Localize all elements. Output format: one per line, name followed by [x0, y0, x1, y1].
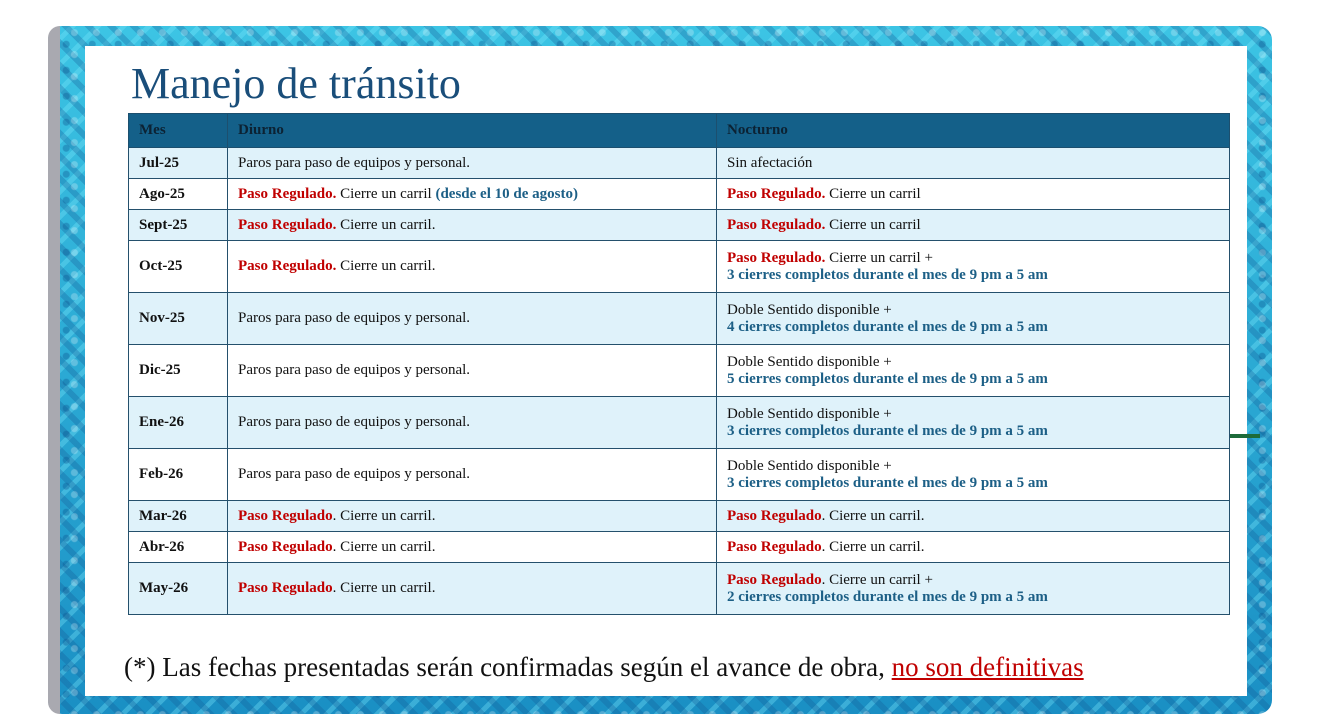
- cell-diurno: [228, 241, 717, 293]
- cell-mes: May-26: [129, 563, 228, 615]
- cell-text: . Cierre un carril.: [332, 507, 436, 524]
- cell-nocturno-line: [727, 217, 921, 233]
- cell-nocturno: [717, 532, 1230, 563]
- status-regulado: Paso Regulado: [238, 580, 333, 596]
- cell-text: . Cierre un carril.: [821, 507, 925, 524]
- cell-text: . Cierre un carril.: [332, 580, 436, 596]
- cell-text: Cierre un carril.: [336, 258, 436, 274]
- cell-diurno-line: [238, 217, 435, 233]
- cell-diurno-line: [238, 508, 435, 524]
- cell-text: Paros para paso de equipos y personal.: [238, 310, 471, 326]
- cell-diurno: [228, 210, 717, 241]
- cell-text: Paros para paso de equipos y personal.: [238, 466, 471, 482]
- cell-nocturno: [717, 449, 1230, 501]
- cell-diurno-line: [238, 539, 435, 555]
- status-regulado: Paso Regulado.: [238, 185, 337, 202]
- header-diurno: Diurno: [228, 114, 717, 148]
- cell-nocturno-line: [727, 406, 892, 422]
- cell-nocturno: [717, 210, 1230, 241]
- cell-diurno: [228, 449, 717, 501]
- cell-text: . Cierre un carril.: [821, 538, 925, 555]
- status-regulado: Paso Regulado.: [727, 185, 826, 202]
- footnote-link[interactable]: no son definitivas: [891, 652, 1084, 682]
- cell-nocturno-line: [727, 572, 933, 588]
- table-row: [129, 148, 1230, 179]
- cell-text: Cierre un carril +: [825, 249, 933, 266]
- cell-diurno-line: [238, 414, 470, 430]
- table-row: [129, 179, 1230, 210]
- cell-nocturno: [717, 563, 1230, 615]
- cell-mes: Jul-25: [129, 148, 228, 179]
- cell-mes: Abr-26: [129, 532, 228, 563]
- cell-note: 4 cierres completos durante el mes de 9 pm a 5 am: [727, 318, 1048, 335]
- cell-note: 2 cierres completos durante el mes de 9 pm a 5 am: [727, 588, 1048, 605]
- table-row: [129, 210, 1230, 241]
- table-row: [129, 563, 1230, 615]
- cell-diurno-line: [238, 310, 470, 326]
- cell-text: Sin afectación: [727, 154, 813, 171]
- cell-text: . Cierre un carril +: [821, 571, 933, 588]
- status-regulado: Paso Regulado: [238, 538, 333, 555]
- cell-nocturno-line: [727, 155, 812, 171]
- table-row: [129, 397, 1230, 449]
- cell-text: Doble Sentido disponible +: [727, 301, 892, 318]
- accent-mark: [1228, 434, 1260, 438]
- header-mes: Mes: [129, 114, 228, 148]
- footnote: [124, 654, 1084, 681]
- cell-nocturno-line: [727, 458, 892, 474]
- status-regulado: Paso Regulado.: [238, 258, 337, 274]
- table-row: [129, 532, 1230, 563]
- cell-mes: Dic-25: [129, 345, 228, 397]
- cell-nocturno-line: [727, 539, 924, 555]
- table-row: [129, 345, 1230, 397]
- status-regulado: Paso Regulado.: [238, 216, 337, 233]
- cell-nocturno-line: [727, 302, 892, 318]
- header-nocturno: Nocturno: [717, 114, 1230, 148]
- cell-text: Paros para paso de equipos y personal.: [238, 414, 471, 430]
- cell-diurno: [228, 532, 717, 563]
- cell-diurno: [228, 397, 717, 449]
- cell-mes: Ago-25: [129, 179, 228, 210]
- cell-diurno-line: [238, 362, 470, 378]
- cell-nocturno: [717, 501, 1230, 532]
- status-regulado: Paso Regulado.: [727, 249, 826, 266]
- footnote-text: (*) Las fechas presentadas serán confirmadas según el avance de obra,: [124, 652, 892, 682]
- cell-diurno-line: [238, 580, 435, 596]
- status-regulado: Paso Regulado.: [727, 216, 826, 233]
- status-regulado: Paso Regulado: [727, 507, 822, 524]
- cell-text: Paros para paso de equipos y personal.: [238, 154, 471, 171]
- cell-text: Cierre un carril: [825, 185, 921, 202]
- cell-diurno-line: [238, 466, 470, 482]
- cell-diurno: [228, 563, 717, 615]
- cell-note: 5 cierres completos durante el mes de 9 pm a 5 am: [727, 370, 1048, 387]
- cell-nocturno: [717, 293, 1230, 345]
- cell-diurno-line: [238, 258, 435, 274]
- cell-text: Cierre un carril.: [336, 216, 436, 233]
- cell-nocturno-line: [727, 186, 921, 202]
- cell-nocturno: [717, 397, 1230, 449]
- status-regulado: Paso Regulado: [727, 571, 822, 588]
- cell-mes: Mar-26: [129, 501, 228, 532]
- cell-text: Doble Sentido disponible +: [727, 405, 892, 422]
- cell-text: Doble Sentido disponible +: [727, 457, 892, 474]
- cell-nocturno: [717, 345, 1230, 397]
- table-header-row: [129, 114, 1230, 148]
- cell-note: 3 cierres completos durante el mes de 9 pm a 5 am: [727, 422, 1048, 439]
- cell-nocturno: [717, 241, 1230, 293]
- status-regulado: Paso Regulado: [727, 538, 822, 555]
- cell-nocturno: [717, 148, 1230, 179]
- cell-nocturno-line: [727, 508, 924, 524]
- cell-nocturno-line: [727, 354, 892, 370]
- cell-note: 3 cierres completos durante el mes de 9 pm a 5 am: [727, 266, 1048, 283]
- cell-text: Cierre un carril: [336, 185, 436, 202]
- cell-note: (desde el 10 de agosto): [435, 185, 578, 202]
- cell-diurno: [228, 345, 717, 397]
- table-row: [129, 293, 1230, 345]
- traffic-table: [128, 113, 1230, 615]
- cell-diurno: [228, 293, 717, 345]
- cell-diurno: [228, 501, 717, 532]
- page-title: Manejo de tránsito: [131, 59, 461, 108]
- cell-mes: Oct-25: [129, 241, 228, 293]
- table-row: [129, 501, 1230, 532]
- cell-diurno: [228, 179, 717, 210]
- cell-nocturno: [717, 179, 1230, 210]
- cell-diurno-line: [238, 155, 470, 171]
- cell-mes: Ene-26: [129, 397, 228, 449]
- cell-text: Cierre un carril: [825, 216, 921, 233]
- status-regulado: Paso Regulado: [238, 507, 333, 524]
- cell-mes: Nov-25: [129, 293, 228, 345]
- cell-mes: Sept-25: [129, 210, 228, 241]
- table-row: [129, 449, 1230, 501]
- cell-text: Paros para paso de equipos y personal.: [238, 362, 471, 378]
- cell-text: . Cierre un carril.: [332, 538, 436, 555]
- cell-text: Doble Sentido disponible +: [727, 353, 892, 370]
- cell-mes: Feb-26: [129, 449, 228, 501]
- cell-nocturno-line: [727, 250, 933, 266]
- frame-shadow: [48, 26, 60, 714]
- cell-diurno: [228, 148, 717, 179]
- cell-diurno-line: [238, 186, 435, 202]
- table-row: [129, 241, 1230, 293]
- cell-note: 3 cierres completos durante el mes de 9 pm a 5 am: [727, 474, 1048, 491]
